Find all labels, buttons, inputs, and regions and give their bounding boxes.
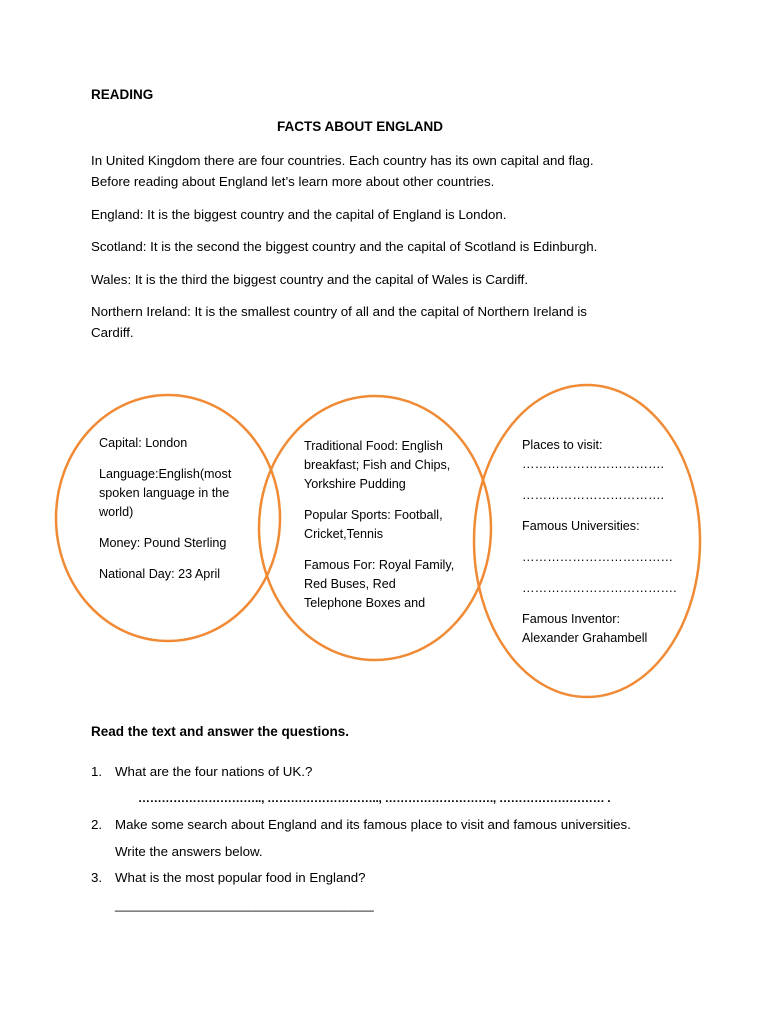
question-1-answer[interactable]: ………………………….., ……………………….., ………………………., ……………………… . xyxy=(138,791,611,805)
middle-oval-text xyxy=(304,437,469,613)
page-title: FACTS ABOUT ENGLAND xyxy=(277,119,443,134)
question-1 xyxy=(91,764,711,784)
universities-label: Famous Universities: xyxy=(522,519,640,533)
scotland-line: Scotland: It is the second the biggest country and the capital of Scotland is Edinburgh. xyxy=(91,239,598,254)
famous-line-1: Famous For: Royal Family, xyxy=(304,558,455,572)
sports-line-2: Cricket,Tennis xyxy=(304,527,384,541)
question-2-number: 2. xyxy=(91,817,103,832)
sports-line-1: Popular Sports: Football, xyxy=(304,508,443,522)
food-line-1: Traditional Food: English xyxy=(304,439,443,453)
famous-line-2: Red Buses, Red xyxy=(304,577,396,591)
inventor-name: Alexander Grahambell xyxy=(522,631,648,645)
language-line-3: world) xyxy=(99,505,134,519)
places-label: Places to visit: xyxy=(522,438,603,452)
question-1-number: 1. xyxy=(91,764,103,779)
universities-dots-2[interactable]: ………………………………. xyxy=(522,581,677,595)
food-line-2: breakfast; Fish and Chips, xyxy=(304,458,451,472)
question-2 xyxy=(91,817,711,865)
language-line-2: spoken language in the xyxy=(99,486,230,500)
question-3-answer[interactable]: ___________________________________ xyxy=(115,897,374,912)
question-3-number: 3. xyxy=(91,870,103,885)
reading-heading: READING xyxy=(91,87,154,102)
question-2-line-1: Make some search about England and its famous place to visit and famous universities. xyxy=(115,817,631,832)
food-line-3: Yorkshire Pudding xyxy=(304,477,406,491)
question-2-line-2: Write the answers below. xyxy=(115,844,263,859)
places-dots-2[interactable]: ……………………………. xyxy=(522,488,665,502)
famous-line-3: Telephone Boxes and xyxy=(304,596,426,610)
intro-line-1: In United Kingdom there are four countries. Each country has its own capital and flag. xyxy=(91,153,594,168)
places-dots-1[interactable]: ……………………………. xyxy=(522,457,665,471)
right-oval-text xyxy=(522,436,677,648)
money-text: Money: Pound Sterling xyxy=(99,536,227,550)
england-line: England: It is the biggest country and the capital of England is London. xyxy=(91,207,507,222)
national-day-text: National Day: 23 April xyxy=(99,567,221,581)
question-3-text: What is the most popular food in England? xyxy=(115,870,366,885)
questions-label: Read the text and answer the questions. xyxy=(91,724,350,739)
wales-line: Wales: It is the third the biggest country and the capital of Wales is Cardiff. xyxy=(91,272,529,287)
inventor-label: Famous Inventor: xyxy=(522,612,620,626)
intro-line-2: Before reading about England let’s learn more about other countries. xyxy=(91,174,495,189)
universities-dots-1[interactable]: ……………………………… xyxy=(522,550,674,564)
capital-text: Capital: London xyxy=(99,436,188,450)
question-1-text: What are the four nations of UK.? xyxy=(115,764,313,779)
northern-ireland-line-1: Northern Ireland: It is the smallest country of all and the capital of Northern Ireland is xyxy=(91,304,587,319)
left-oval-text xyxy=(99,434,259,584)
northern-ireland-line-2: Cardiff. xyxy=(91,325,134,340)
language-line-1: Language:English(most xyxy=(99,467,232,481)
question-3 xyxy=(91,870,711,890)
